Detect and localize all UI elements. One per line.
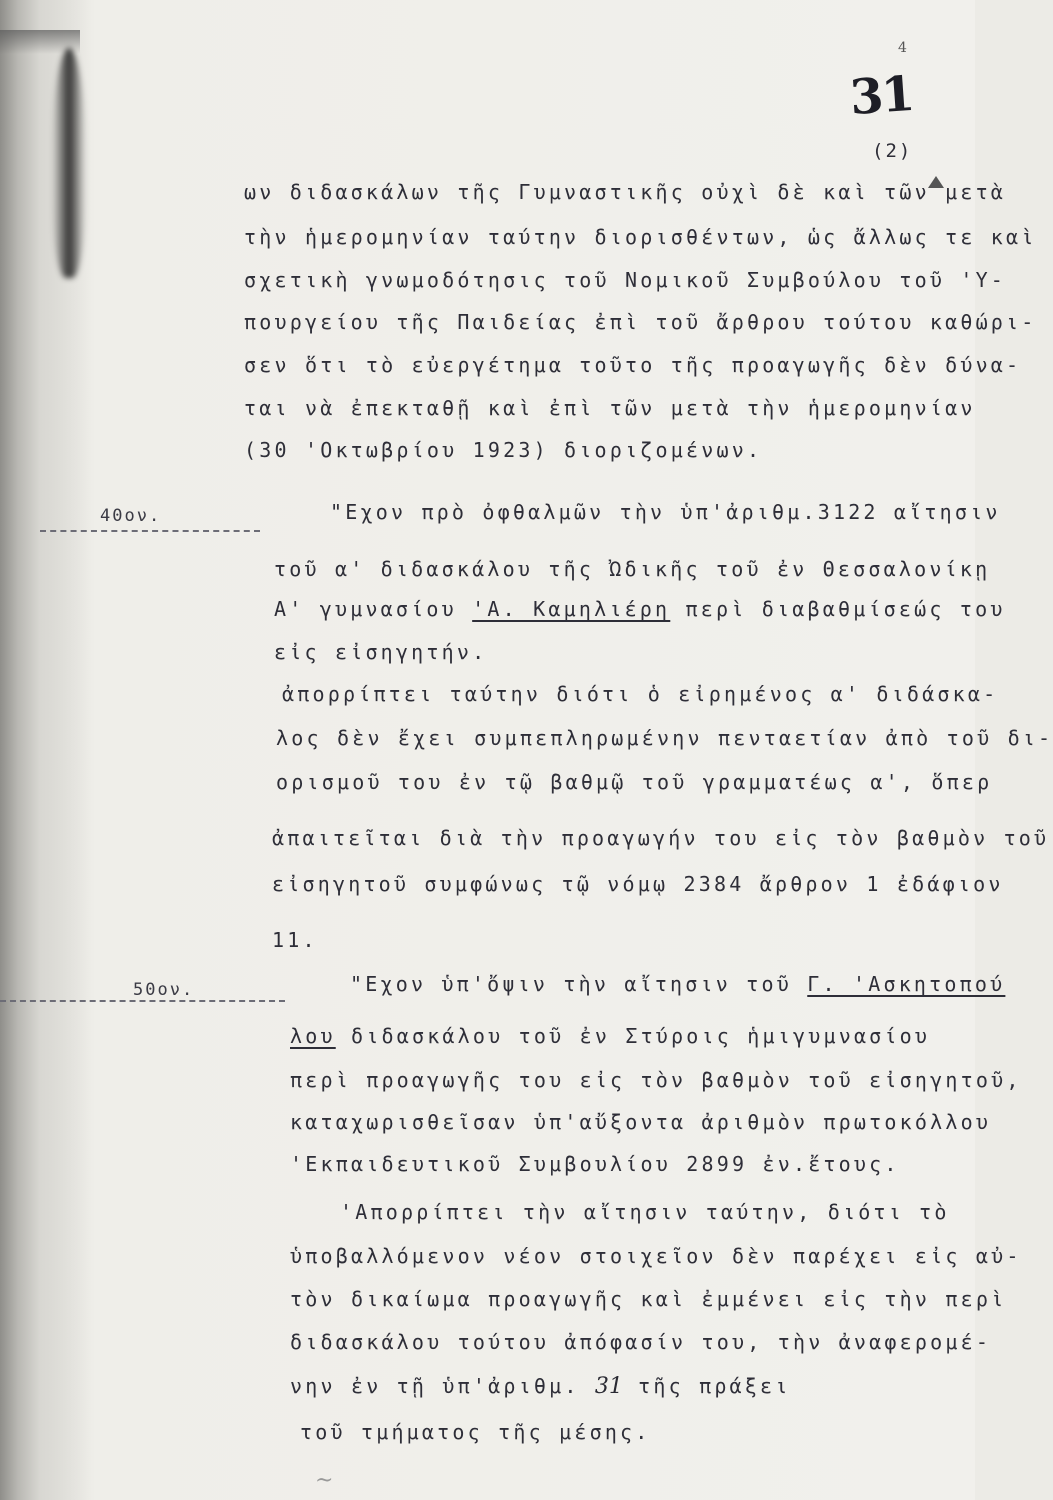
text-line [350, 972, 1005, 996]
margin-label-40: 40ον. [100, 506, 162, 526]
text-line: ται νὰ ἐπεκταθῇ καὶ ἐπὶ τῶν μετὰ τὴν ἡμερομηνίαν [244, 396, 976, 420]
text-line [290, 1374, 791, 1399]
text-line: εἰς εἰσηγητήν. [274, 640, 488, 664]
text-line: εἰσηγητοῦ συμφώνως τῷ νόμῳ 2384 ἄρθρον 1 ἐδάφιον [272, 872, 1004, 896]
text-line: τὸν δικαίωμα προαγωγῆς καὶ ἐμμένει εἰς τὴν περὶ [290, 1287, 1007, 1311]
text-line: τοῦ τμήματος τῆς μέσης. [300, 1420, 651, 1444]
underlined-name: 'Α. Καμηλιέρη [472, 597, 671, 621]
margin-rule-50 [0, 1000, 285, 1002]
folio-number: 31 [848, 65, 915, 127]
text-span: "Εχον ὑπ'ὄψιν τὴν αἴτησιν τοῦ [350, 972, 792, 996]
text-line: καταχωρισθεῖσαν ὑπ'αὔξοντα ἀριθμὸν πρωτοκόλλου [290, 1110, 992, 1134]
text-span: πράξει [699, 1374, 791, 1398]
text-line: 11. [272, 928, 318, 952]
text-span: Α' γυμνασίου [274, 597, 457, 621]
text-line: (30 'Οκτωβρίου 1923) διοριζομένων. [244, 438, 763, 462]
text-line: τὴν ἡμερομηνίαν ταύτην διορισθέντων, ὡς ἄλλως τε καὶ [244, 225, 1037, 249]
underlined-name: λου [290, 1024, 336, 1048]
text-line: περὶ προαγωγῆς του εἰς τὸν βαθμὸν τοῦ εἰσηγητοῦ, [290, 1068, 1022, 1092]
text-line: 'Εκπαιδευτικοῦ Συμβουλίου 2899 ἐν.ἔτους. [290, 1152, 900, 1176]
text-span: τῆς [638, 1374, 684, 1398]
bottom-scribble: ~ [315, 1468, 334, 1493]
text-line: πουργείου τῆς Παιδείας ἐπὶ τοῦ ἄρθρου τούτου καθώρι- [244, 310, 1037, 334]
text-line: ορισμοῦ του ἐν τῷ βαθμῷ τοῦ γραμματέως α', ὅπερ [276, 770, 993, 794]
text-line: διδασκάλου τούτου ἀπόφασίν του, τὴν ἀναφερομέ- [290, 1330, 992, 1354]
text-span: νην ἐν τῇ ὑπ'ἀριθμ. [290, 1374, 580, 1398]
text-span: περὶ διαβαθμίσεώς του [685, 597, 1006, 621]
page-number: (2) [872, 140, 913, 162]
text-line: ων διδασκάλων τῆς Γυμναστικῆς οὐχὶ δὲ καὶ τῶν μετὰ [244, 180, 1007, 204]
text-line: ὑποβαλλόμενον νέον στοιχεῖον δὲν παρέχει εἰς αὐ- [290, 1244, 1022, 1268]
margin-rule-40 [40, 530, 260, 532]
margin-label-50: 50ον. [133, 980, 195, 1000]
handwritten-number: 31 [594, 1374, 623, 1399]
underlined-name: Γ. 'Ασκητοπού [807, 972, 1006, 996]
text-line: ἀπορρίπτει ταύτην διότι ὁ εἰρημένος α' διδάσκα- [282, 682, 999, 706]
text-line: σχετικὴ γνωμοδότησις τοῦ Νομικοῦ Συμβούλου τοῦ 'Υ- [244, 268, 1007, 292]
text-line [290, 1024, 930, 1048]
binding-shadow [52, 48, 86, 278]
text-line: 'Απορρίπτει τὴν αἴτησιν ταύτην, διότι τὸ [340, 1200, 950, 1224]
text-line [274, 597, 1006, 621]
small-pencil-mark: 4 [898, 40, 907, 56]
text-line: λος δὲν ἔχει συμπεπληρωμένην πενταετίαν ἀπὸ τοῦ δι- [276, 726, 1053, 750]
text-line: "Εχον πρὸ ὀφθαλμῶν τὴν ὑπ'ἀριθμ.3122 αἴτησιν [330, 500, 1001, 524]
text-line: τοῦ α' διδασκάλου τῆς Ὠδικῆς τοῦ ἐν Θεσσαλονίκῃ [274, 557, 991, 581]
text-span: διδασκάλου τοῦ ἐν Στύροις ἡμιγυμνασίου [350, 1024, 931, 1048]
text-line: ἀπαιτεῖται διὰ τὴν προαγωγήν του εἰς τὸν βαθμὸν τοῦ [272, 826, 1050, 850]
text-line: σεν ὅτι τὸ εὐεργέτημα τοῦτο τῆς προαγωγῆς δὲν δύνα- [244, 353, 1022, 377]
